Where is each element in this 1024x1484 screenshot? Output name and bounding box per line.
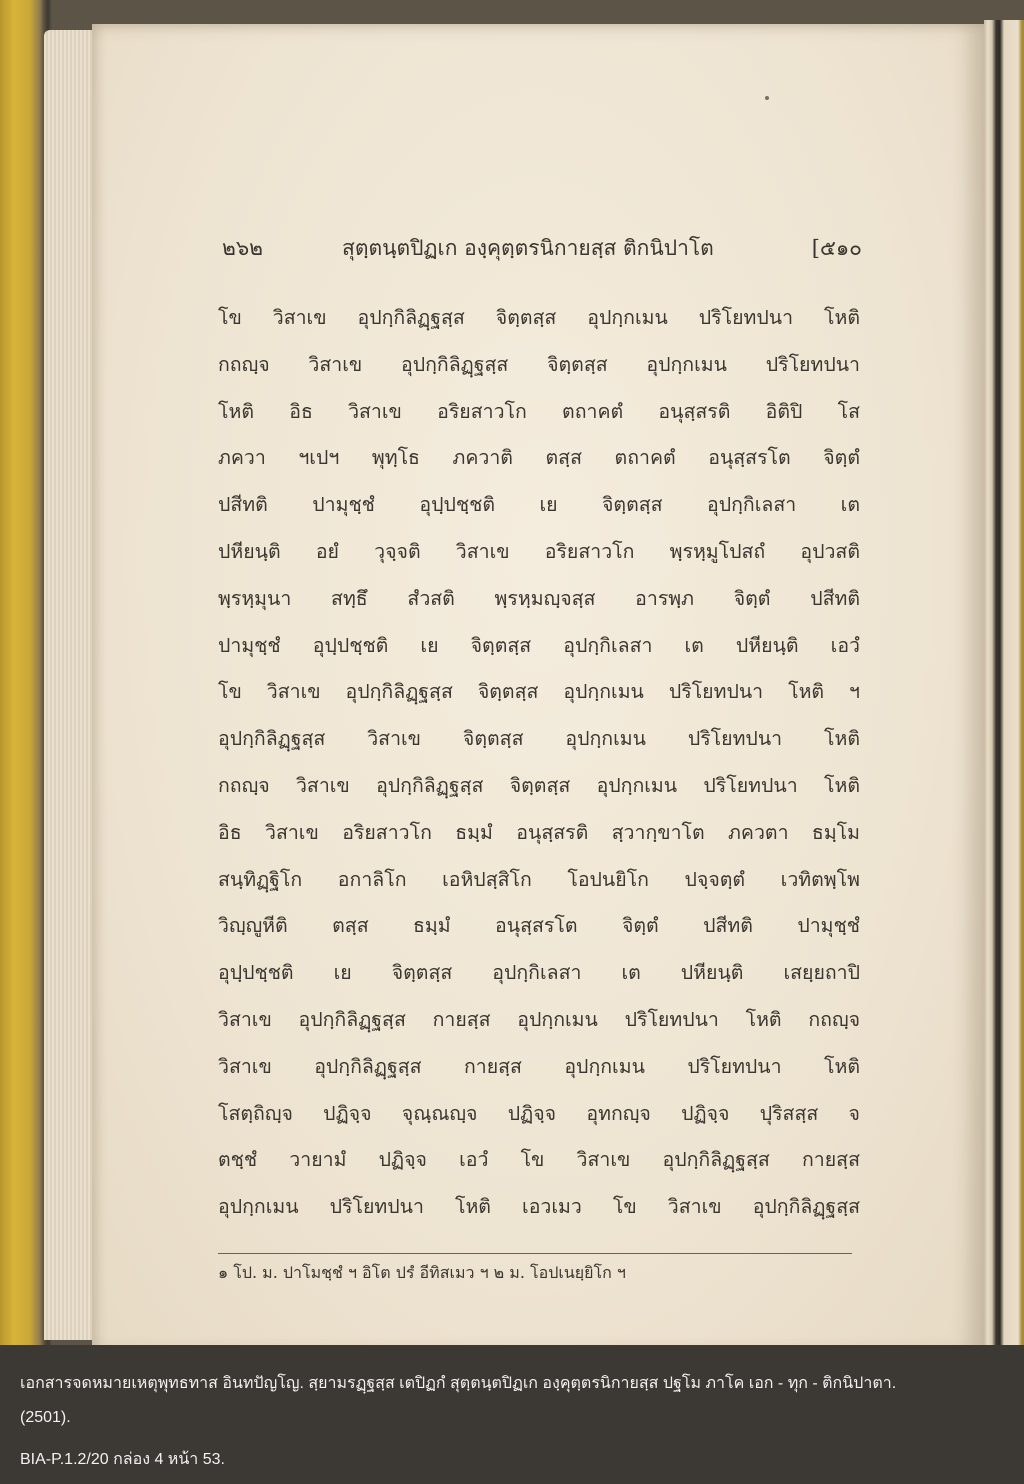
caption-reference: BIA-P.1.2/20 กล่อง 4 หน้า 53. bbox=[20, 1451, 225, 1468]
footnote: ๑ โป. ม. ปาโมชฺชํ ฯ อิโต ปรํ อีทิสเมว ฯ ๒ ม. โอปเนยฺยิโก ฯ bbox=[218, 1263, 626, 1282]
archive-caption bbox=[0, 1345, 1024, 1484]
section-number: [๕๑๐ bbox=[811, 236, 862, 260]
text-line: โสตฺถิญฺจ ปฏิจฺจ จุณฺณญฺจ ปฏิจฺจ อุทกญฺจ ปฏิจฺจ ปุริสสฺส จ bbox=[218, 1101, 860, 1125]
right-page-edge bbox=[984, 20, 1024, 1345]
text-line: ปามุชฺชํ อุปฺปชฺชติ เย จิตฺตสฺส อุปกฺกิเลสา เต ปหียนฺติ เอวํ bbox=[218, 633, 860, 657]
text-line: วิสาเข อุปกฺกิลิฏฺฐสฺส กายสฺส อุปกฺกเมน ปริโยทปนา โหติ bbox=[218, 1054, 860, 1078]
text-line: ภควา ฯเปฯ พุทฺโธ ภควาติ ตสฺส ตถาคตํ อนุสฺสรโต จิตฺตํ bbox=[218, 446, 860, 470]
text-line: อิธ วิสาเข อริยสาวโก ธมฺมํ อนุสฺสรติ สฺวากฺขาโต ภควตา ธมฺโม bbox=[218, 820, 860, 844]
text-line: กถญฺจ วิสาเข อุปกฺกิลิฏฺฐสฺส จิตฺตสฺส อุปกฺกเมน ปริโยทปนา bbox=[218, 352, 860, 376]
footnote-rule bbox=[218, 1253, 852, 1254]
text-line: อุปฺปชฺชติ เย จิตฺตสฺส อุปกฺกิเลสา เต ปหียนฺติ เสยฺยถาปิ bbox=[218, 961, 860, 985]
text-line: พฺรหฺมุนา สทฺธึ สํวสติ พฺรหฺมญฺจสฺส อารพฺภ จิตฺตํ ปสีทติ bbox=[218, 586, 860, 610]
text-line: โข วิสาเข อุปกฺกิลิฏฺฐสฺส จิตฺตสฺส อุปกฺกเมน ปริโยทปนา โหติ ฯ bbox=[218, 680, 860, 704]
text-line: ตชฺชํ วายามํ ปฏิจฺจ เอวํ โข วิสาเข อุปกฺกิลิฏฺฐสฺส กายสฺส bbox=[218, 1148, 860, 1172]
text-line: อุปกฺกิลิฏฺฐสฺส วิสาเข จิตฺตสฺส อุปกฺกเมน ปริโยทปนา โหติ bbox=[218, 727, 860, 751]
running-title: สุตฺตนฺตปิฏเก องฺคุตฺตรนิกายสฺส ติกนิปาโต bbox=[342, 236, 714, 260]
page-number: ๒๖๒ bbox=[222, 236, 264, 260]
text-line: อุปกฺกเมน ปริโยทปนา โหติ เอวเมว โข วิสาเข อุปกฺกิลิฏฺฐสฺส bbox=[218, 1195, 860, 1219]
caption-line: (2501). bbox=[20, 1409, 71, 1426]
caption-line: เอกสารจดหมายเหตุพุทธทาส อินทปัญโญ. สฺยามรฏฺฐสฺส เตปิฏกํ สุตฺตนฺตปิฏเก องฺคุตฺตรนิกายสฺส ปฐโม ภาโค เอก - ทุก - ติกนิปาตา. bbox=[20, 1375, 897, 1392]
text-line: โหติ อิธ วิสาเข อริยสาวโก ตถาคตํ อนุสฺสรติ อิติปิ โส bbox=[218, 399, 860, 423]
paper-speck bbox=[765, 96, 769, 100]
text-line: โข วิสาเข อุปกฺกิลิฏฺฐสฺส จิตฺตสฺส อุปกฺกเมน ปริโยทปนา โหติ bbox=[218, 306, 860, 329]
text-line: วิสาเข อุปกฺกิลิฏฺฐสฺส กายสฺส อุปกฺกเมน ปริโยทปนา โหติ กถญฺจ bbox=[218, 1007, 860, 1031]
text-line: ปหียนฺติ อยํ วุจฺจติ วิสาเข อริยสาวโก พฺรหฺมูโปสถํ อุปวสติ bbox=[218, 539, 860, 563]
text-line: กถญฺจ วิสาเข อุปกฺกิลิฏฺฐสฺส จิตฺตสฺส อุปกฺกเมน ปริโยทปนา โหติ bbox=[218, 773, 860, 797]
body-text bbox=[218, 300, 860, 1236]
page-header bbox=[222, 232, 862, 262]
text-line: สนฺทิฏฺฐิโก อกาลิโก เอหิปสฺสิโก โอปนยิโก ปจฺจตฺตํ เวทิตพฺโพ bbox=[218, 867, 860, 891]
text-line: วิญฺญูหีติ ตสฺส ธมฺมํ อนุสฺสรโต จิตฺตํ ปสีทติ ปามุชฺชํ bbox=[218, 914, 860, 938]
text-line: ปสีทติ ปามุชฺชํ อุปฺปชฺชติ เย จิตฺตสฺส อุปกฺกิเลสา เต bbox=[218, 493, 860, 517]
